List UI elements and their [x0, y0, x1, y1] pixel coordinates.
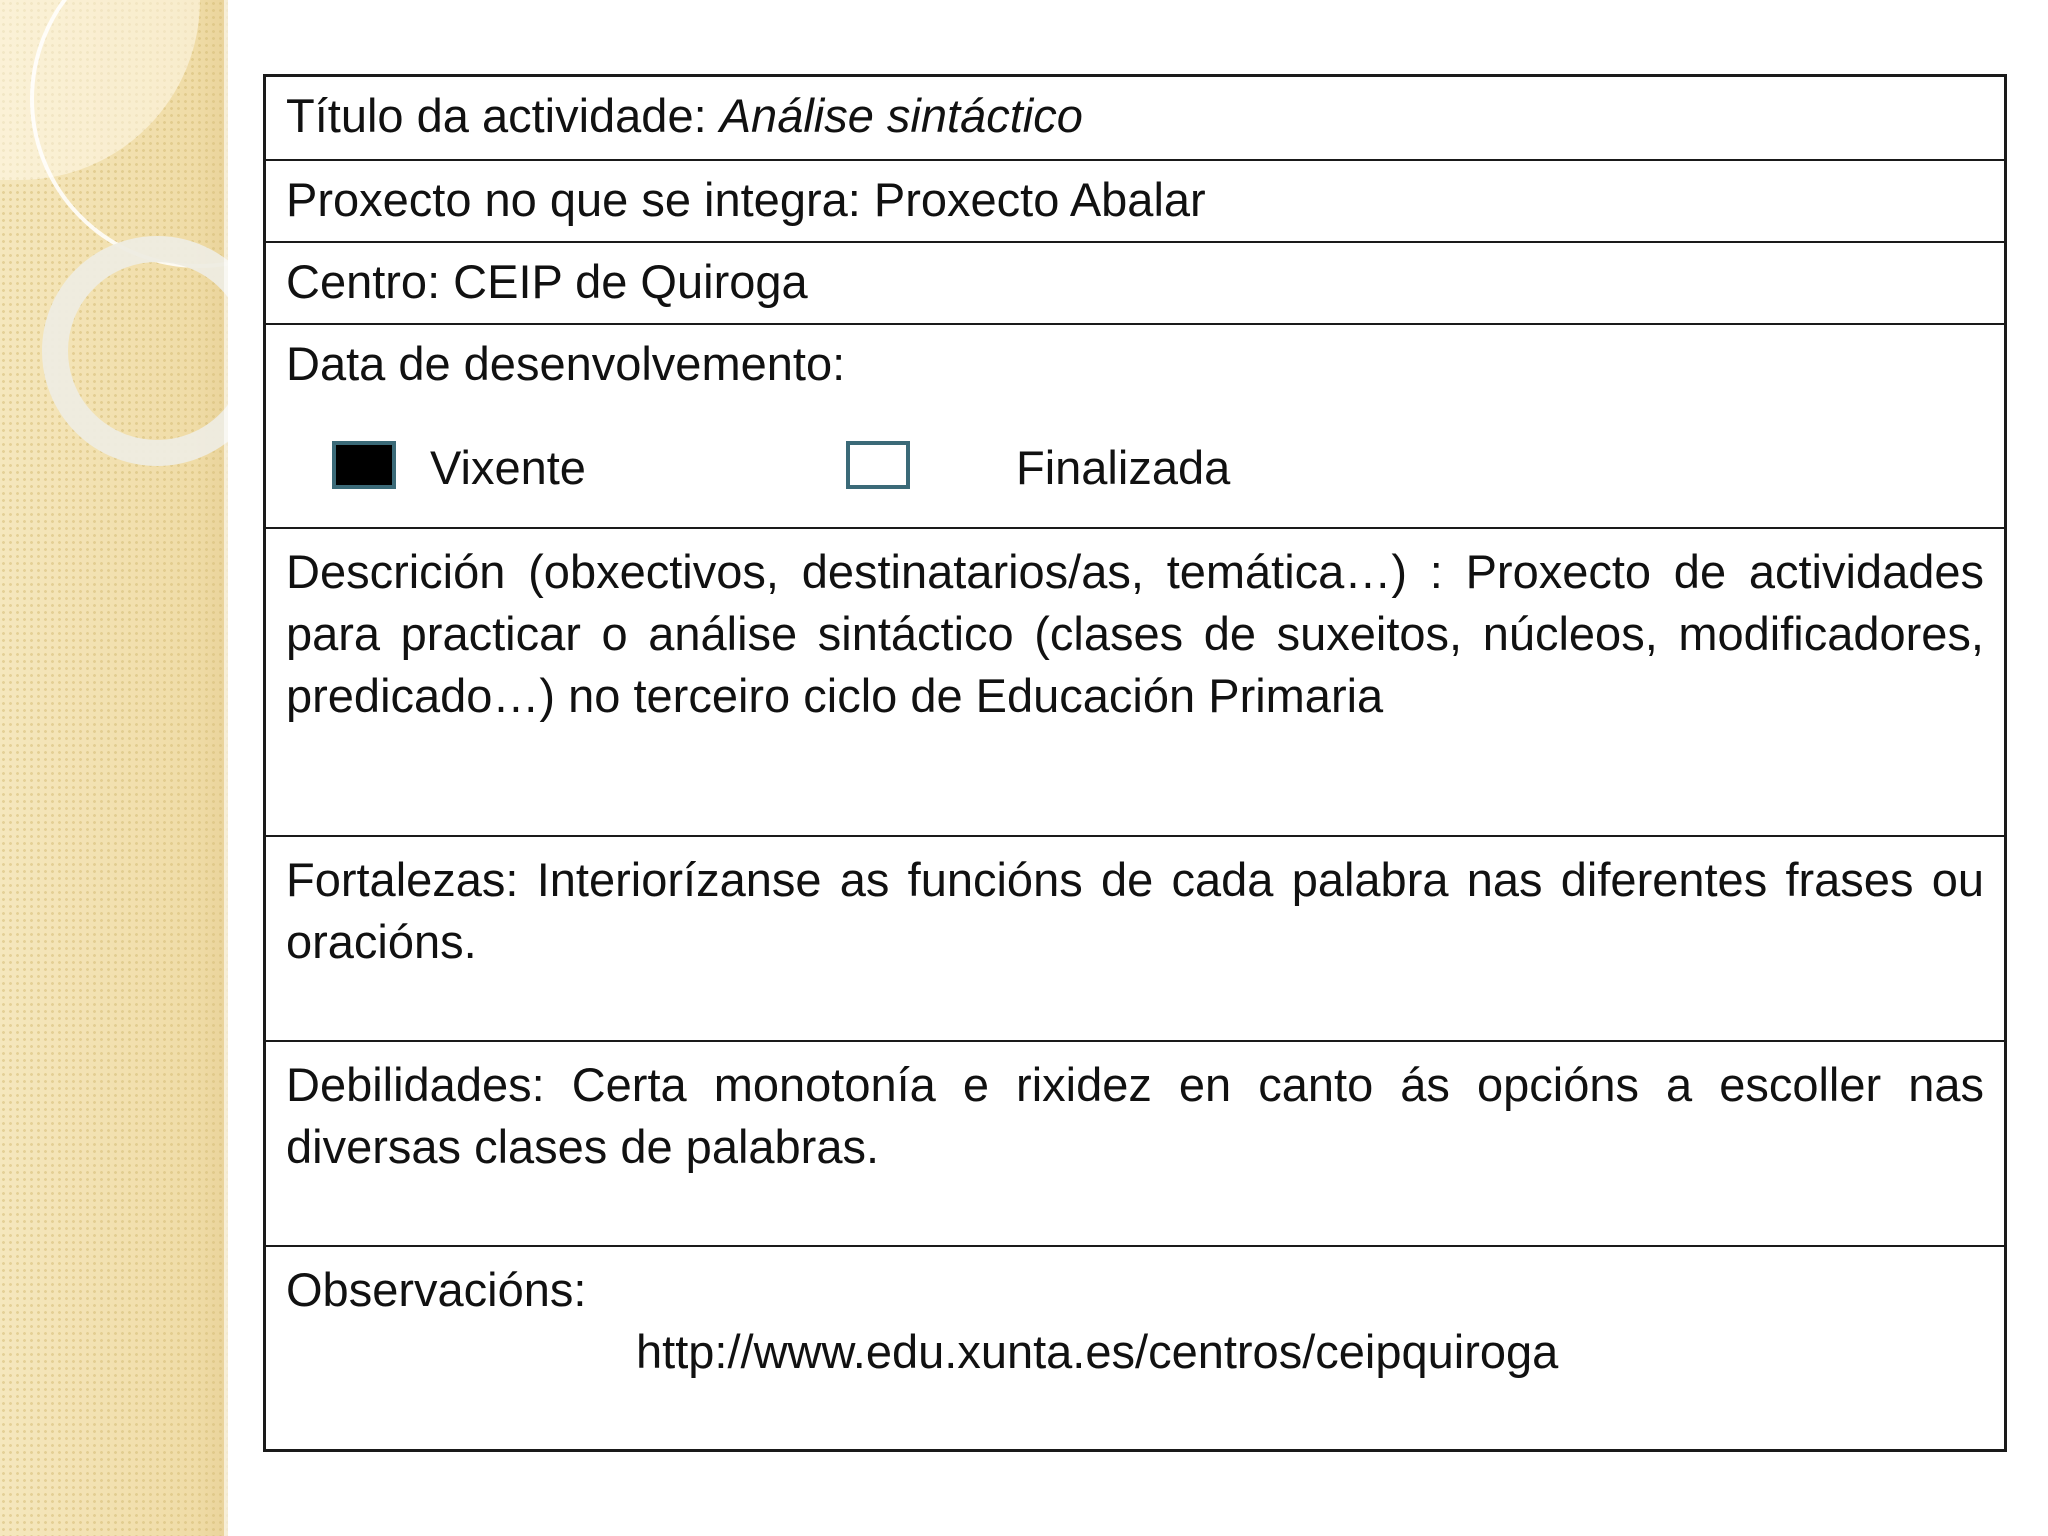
title-label: Título da actividade:	[286, 89, 720, 142]
project-value: Proxecto Abalar	[873, 173, 1206, 226]
form-row-strengths	[266, 835, 2004, 1040]
activity-form-table	[263, 74, 2007, 1452]
status-options	[286, 437, 1984, 499]
status-label-finalizada: Finalizada	[1016, 441, 1231, 494]
decorative-ring	[42, 236, 228, 466]
project-label: Proxecto no que se integra:	[286, 173, 874, 226]
observations-url-link[interactable]: http://www.edu.xunta.es/centros/ceipquiroga	[636, 1325, 1559, 1378]
strengths-text: Fortalezas: Interiorízanse as funcións de cada palabra nas diferentes frases ou oracións.	[286, 853, 1984, 968]
form-row-project	[266, 159, 2004, 241]
title-value: Análise sintáctico	[719, 89, 1083, 142]
form-row-title	[266, 77, 2004, 159]
status-checkbox-finalizada[interactable]	[846, 441, 910, 489]
status-checkbox-vixente[interactable]	[332, 441, 396, 489]
form-row-weaknesses	[266, 1040, 2004, 1245]
observations-label: Observacións:	[286, 1263, 587, 1316]
decorative-ring	[30, 0, 228, 268]
decorative-side-strip	[0, 0, 228, 1536]
form-row-centre	[266, 241, 2004, 323]
weaknesses-text: Debilidades: Certa monotonía e rixidez en canto ás opcións a escoller nas diversas clases de palabras.	[286, 1058, 1984, 1173]
status-label-vixente: Vixente	[430, 441, 586, 494]
form-row-observations	[266, 1245, 2004, 1449]
centre-text: Centro: CEIP de Quiroga	[286, 255, 808, 308]
form-row-date	[266, 323, 2004, 527]
description-text: Descrición (obxectivos, destinatarios/as, temática…) : Proxecto de actividades para practicar o análise sintáctico (clases de suxeitos, núcleos, modificadores, predicado…) no terceiro ciclo de Educación Primaria	[286, 545, 1984, 722]
form-row-description	[266, 527, 2004, 835]
decorative-edge	[224, 0, 228, 1536]
date-label: Data de desenvolvemento:	[286, 337, 846, 390]
